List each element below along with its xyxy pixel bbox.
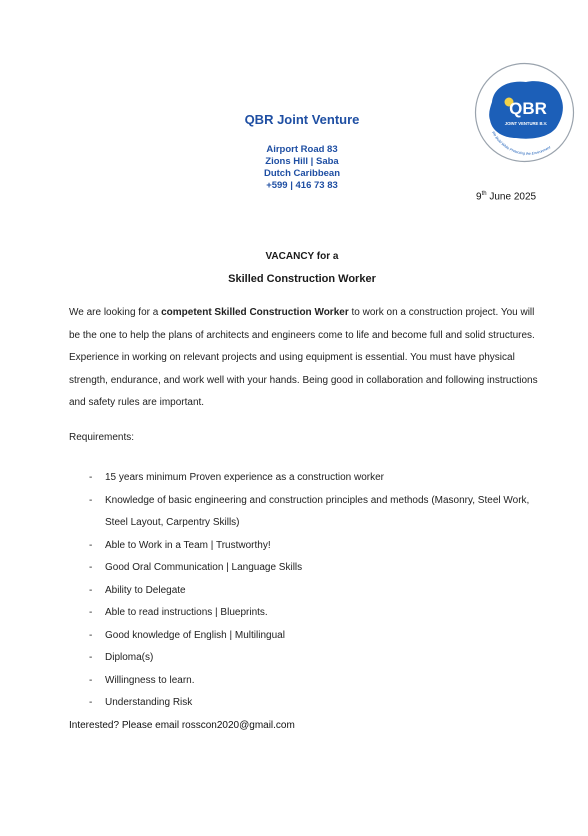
- logo-mark: QBR: [509, 99, 547, 118]
- intro-bold: competent Skilled Construction Worker: [161, 307, 349, 318]
- list-item: - Willingness to learn.: [89, 674, 195, 686]
- requirements-list: [89, 467, 539, 715]
- list-item: - Understanding Risk: [89, 697, 193, 708]
- company-logo: [474, 62, 575, 163]
- list-item: - 15 years minimum Proven experience as a construction worker: [89, 472, 385, 483]
- list-item: - Good Oral Communication | Language Skills: [89, 562, 303, 573]
- list-item: - Good knowledge of English | Multilingual: [89, 629, 285, 641]
- list-item: - Able to read instructions | Blueprints.: [89, 607, 268, 618]
- job-title: Skilled Construction Worker: [228, 273, 376, 285]
- list-item: - Able to Work in a Team | Trustworthy!: [89, 539, 271, 551]
- vacancy-heading: VACANCY for a: [265, 251, 339, 262]
- contact-line: Interested? Please email rosscon2020@gmail.com: [69, 720, 295, 731]
- address-line: Dutch Caribbean: [263, 168, 340, 179]
- list-item: - Diploma(s): [89, 652, 154, 663]
- list-item: - Ability to Delegate: [89, 584, 186, 596]
- logo-ring-text: We Build While Protecting the Environment: [491, 130, 552, 156]
- logo-subtitle: JOINT VENTURE B.V.: [504, 121, 548, 126]
- address-line: Airport Road 83: [266, 144, 338, 155]
- address-line: Zions Hill | Saba: [265, 156, 339, 167]
- address-line: +599 | 416 73 83: [266, 180, 338, 191]
- intro-paragraph: We are looking for a competent Skilled Construction Worker to work on a construction project. You will be the one to help the plans of architects and engineers come to life and become full and solid structures. Experience in working on relevant projects and using equipment is essential. You must have physical strength, endurance, and work well with your hands. Being good in collaboration and following instructions and safety rules are important.: [69, 307, 538, 408]
- requirements-heading: Requirements:: [69, 432, 135, 443]
- company-name: QBR Joint Venture: [244, 112, 360, 127]
- list-item: - Knowledge of basic engineering and construction principles and methods (Masonry, Steel Work, Steel Layout, Carpentry Skills): [89, 494, 530, 528]
- letter-date: 9th June 2025: [476, 191, 537, 203]
